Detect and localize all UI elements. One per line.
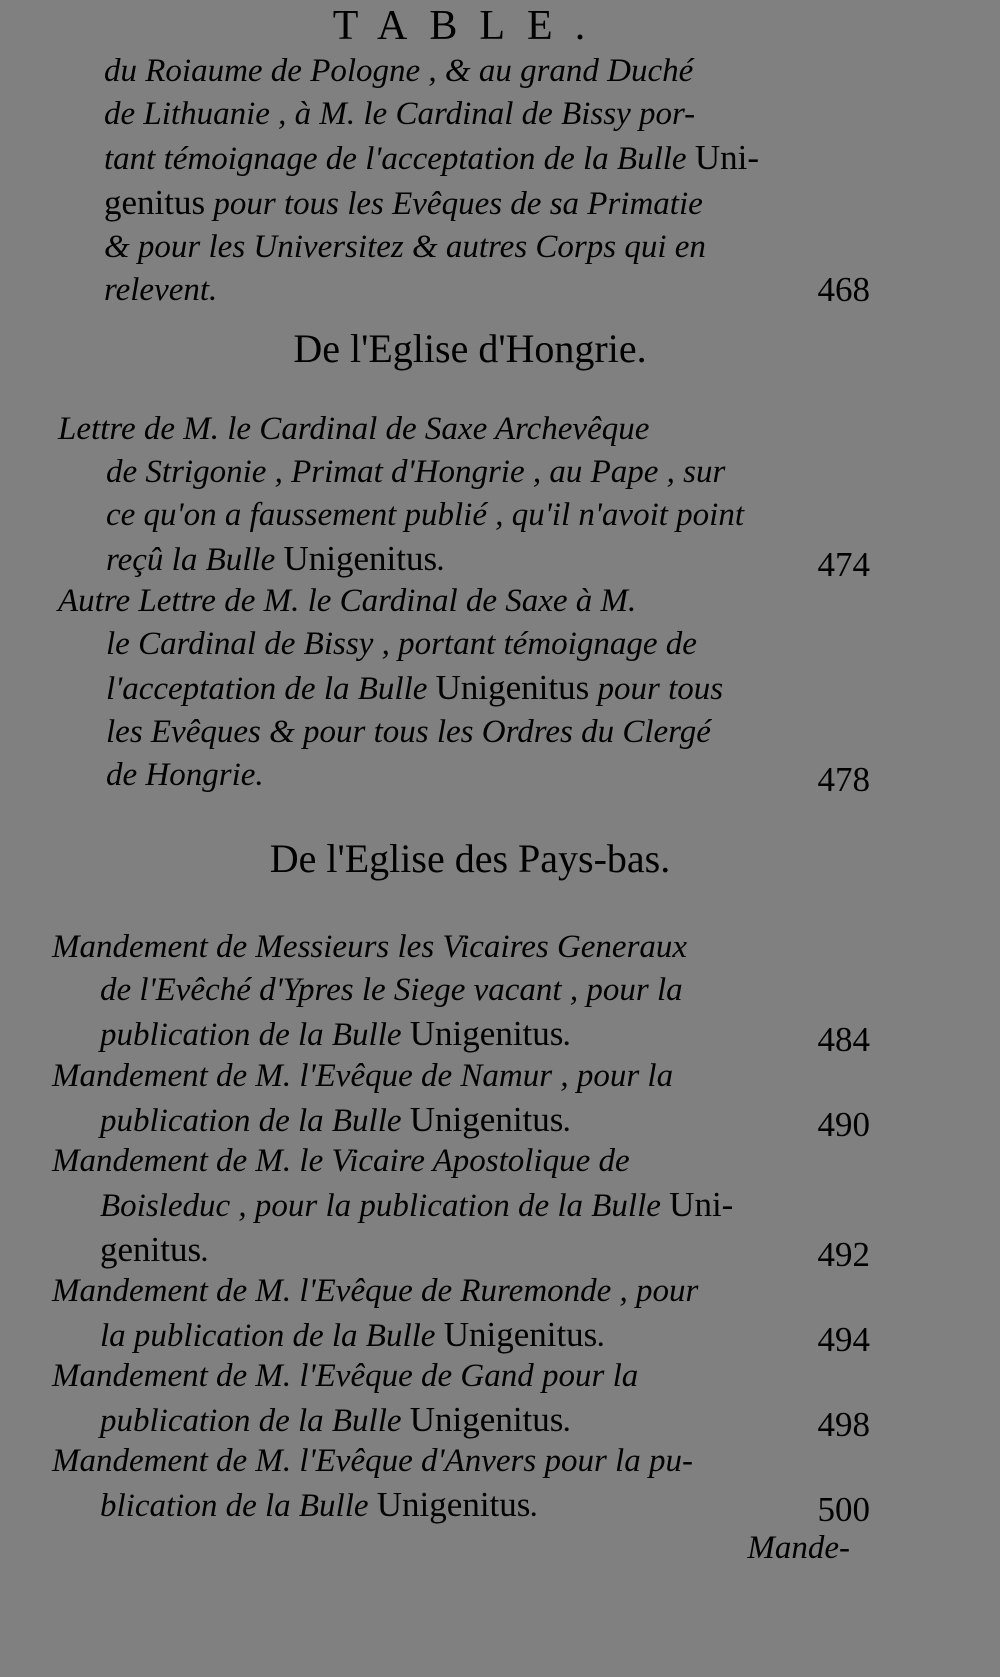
page-number: 492 xyxy=(817,1235,870,1274)
page-number: 478 xyxy=(817,760,870,799)
entry-line: de l'Evêché d'Ypres le Siege vacant , pour la xyxy=(100,972,683,1008)
page-number: 490 xyxy=(817,1105,870,1144)
toc-entry-anvers xyxy=(52,1440,693,1528)
entry-line: Mandement de M. l'Evêque de Ruremonde , pour xyxy=(52,1273,699,1309)
toc-entry-gand xyxy=(52,1355,638,1443)
roman-word: Unigenitus xyxy=(409,1014,564,1053)
entry-line: Lettre de M. le Cardinal de Saxe Archevêque xyxy=(58,411,650,447)
page-number: 484 xyxy=(817,1020,870,1059)
entry-line: Mandement de M. l'Evêque de Gand pour la xyxy=(52,1358,639,1394)
roman-word: genitus xyxy=(100,1230,202,1269)
toc-entry-ruremonde xyxy=(52,1270,698,1358)
entry-line: de Strigonie , Primat d'Hongrie , au Pape , sur xyxy=(106,454,726,490)
roman-word: Unigenitus xyxy=(376,1485,531,1524)
page-number: 474 xyxy=(817,545,870,584)
entry-line: publication de la Bulle Unigenitus. xyxy=(100,1100,572,1139)
roman-word: Uni- xyxy=(694,138,759,177)
entry-line: de Lithuanie , à M. le Cardinal de Bissy por- xyxy=(104,96,696,132)
toc-entry-namur xyxy=(52,1055,673,1143)
toc-entry-boisleduc xyxy=(52,1140,733,1273)
toc-entry-lettre-saxe xyxy=(58,408,744,582)
entry-line: les Evêques & pour tous les Ordres du Clergé xyxy=(106,714,711,750)
entry-line: du Roiaume de Pologne , & au grand Duché xyxy=(104,53,694,89)
entry-line: la publication de la Bulle Unigenitus. xyxy=(100,1315,606,1354)
entry-line: Mandement de M. le Vicaire Apostolique de xyxy=(52,1143,630,1179)
entry-line: reçû la Bulle Unigenitus. xyxy=(106,539,446,578)
toc-entry-ypres xyxy=(52,926,687,1057)
entry-line: genitus. xyxy=(100,1230,210,1269)
toc-entry-pologne xyxy=(104,50,759,312)
entry-line: Mandement de M. l'Evêque d'Anvers pour la pu- xyxy=(52,1443,693,1479)
roman-word: genitus xyxy=(104,183,206,222)
page-number: 498 xyxy=(817,1405,870,1444)
page-number: 468 xyxy=(817,270,870,309)
entry-line: l'acceptation de la Bulle Unigenitus pour tous xyxy=(106,668,724,707)
roman-word: Uni- xyxy=(669,1185,734,1224)
entry-line: Mandement de Messieurs les Vicaires Generaux xyxy=(52,929,688,965)
page-number: 494 xyxy=(817,1320,870,1359)
entry-line: blication de la Bulle Unigenitus. xyxy=(100,1485,539,1524)
entry-line: publication de la Bulle Unigenitus. xyxy=(100,1014,572,1053)
entry-line: le Cardinal de Bissy , portant témoignage de xyxy=(106,626,697,662)
entry-line: ce qu'on a faussement publié , qu'il n'avoit point xyxy=(106,497,745,533)
entry-line: & pour les Universitez & autres Corps qui en xyxy=(104,229,706,265)
catchword: Mande- xyxy=(747,1530,850,1566)
roman-word: Unigenitus xyxy=(283,539,438,578)
entry-line: de Hongrie. xyxy=(106,757,264,793)
entry-line: genitus pour tous les Evêques de sa Primatie xyxy=(104,183,703,222)
entry-line: Autre Lettre de M. le Cardinal de Saxe à M. xyxy=(58,583,637,619)
entry-line: tant témoignage de l'acceptation de la Bulle Uni- xyxy=(104,138,759,177)
toc-entry-autre-lettre xyxy=(58,580,723,797)
entry-line: Mandement de M. l'Evêque de Namur , pour la xyxy=(52,1058,674,1094)
entry-line: Boisleduc , pour la publication de la Bulle Uni- xyxy=(100,1185,734,1224)
roman-word: Unigenitus xyxy=(409,1100,564,1139)
entry-line: publication de la Bulle Unigenitus. xyxy=(100,1400,572,1439)
running-head: TABLE. xyxy=(332,3,608,49)
roman-word: Unigenitus xyxy=(443,1315,598,1354)
roman-word: Unigenitus xyxy=(435,668,590,707)
entry-line: relevent. xyxy=(104,272,218,308)
roman-word: Unigenitus xyxy=(409,1400,564,1439)
page-number: 500 xyxy=(817,1490,870,1529)
section-heading-hongrie: De l'Eglise d'Hongrie. xyxy=(293,326,647,371)
section-heading-pays-bas: De l'Eglise des Pays-bas. xyxy=(269,836,671,881)
